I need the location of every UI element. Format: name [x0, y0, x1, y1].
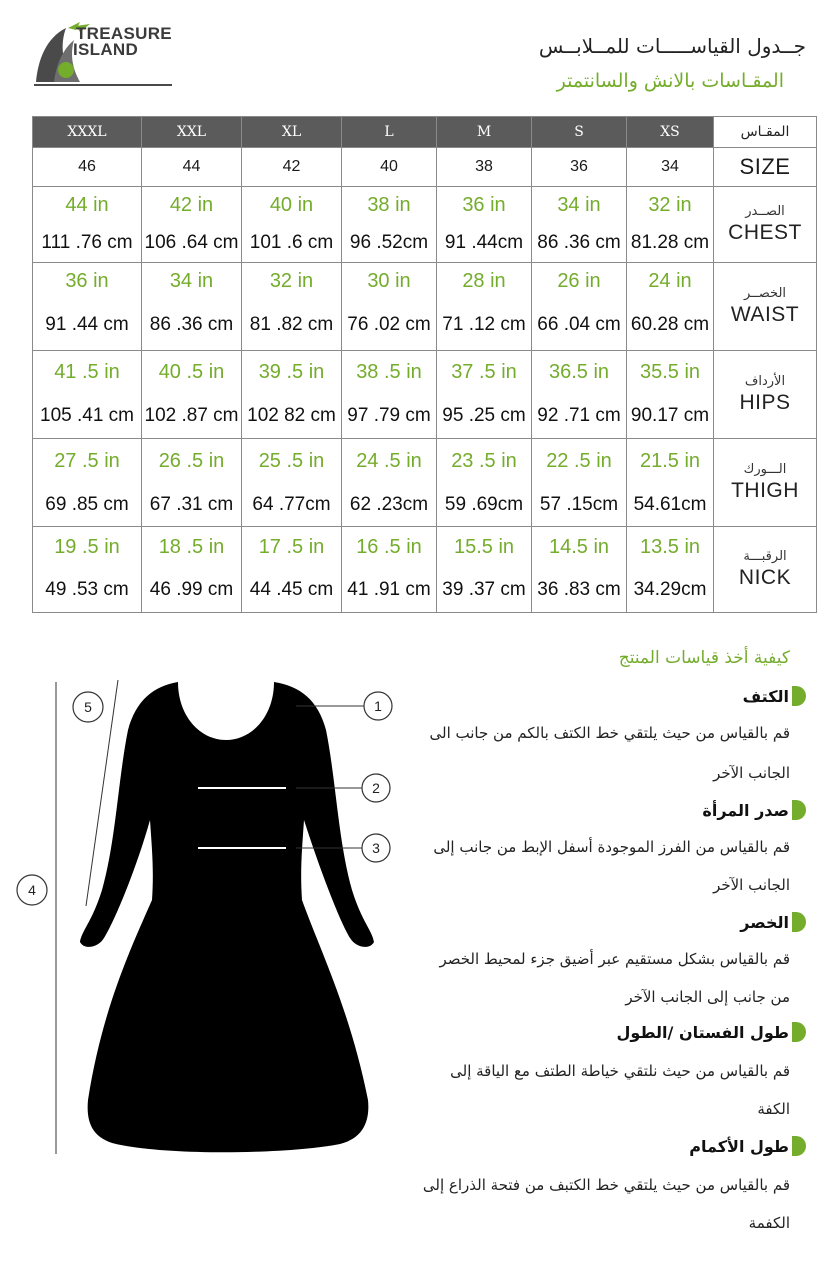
svg-text:1: 1	[374, 698, 382, 714]
marker-3	[362, 834, 390, 862]
inch-value-cell: 32 in	[242, 263, 342, 301]
measure-cm-row	[33, 225, 817, 263]
size-number-cell: 40	[342, 148, 437, 187]
inch-value-cell: 41 .5 in	[33, 351, 142, 395]
measure-label-cell	[714, 527, 817, 613]
measure-label-english: CHEST	[728, 221, 802, 244]
guide-instruction-line: قم بالقياس من الفرز الموجودة أسفل الإبط من جانب إلى	[433, 838, 790, 856]
guide-instruction-line: الكفة	[757, 1100, 790, 1118]
inch-value-cell: 44 in	[33, 187, 142, 225]
page-title: جــدول القياســـــات للمــلابــس	[538, 34, 806, 58]
guide-heading	[617, 1022, 806, 1042]
inch-value-cell: 14.5 in	[532, 527, 627, 569]
inch-value-cell: 19 .5 in	[33, 527, 142, 569]
cm-value-cell: 71 .12 cm	[437, 301, 532, 351]
inch-value-cell: 27 .5 in	[33, 439, 142, 485]
inch-value-cell: 23 .5 in	[437, 439, 532, 485]
svg-text:2: 2	[372, 780, 380, 796]
cm-value-cell: 60.28 cm	[627, 301, 714, 351]
inch-value-cell: 36.5 in	[532, 351, 627, 395]
guide-heading-text: طول الفستان /الطول	[616, 1022, 789, 1042]
inch-value-cell: 34 in	[142, 263, 242, 301]
marker-5	[73, 692, 103, 722]
measure-inch-row	[33, 187, 817, 225]
cm-value-cell: 106 .64 cm	[142, 225, 242, 263]
inch-value-cell: 22 .5 in	[532, 439, 627, 485]
size-header-cell: XS	[627, 117, 714, 148]
measure-label-cell	[714, 187, 817, 263]
green-bullet-icon	[792, 800, 806, 820]
cm-value-cell: 66 .04 cm	[532, 301, 627, 351]
measure-label-arabic: الخصــر	[743, 286, 787, 301]
guide-instruction-line: قم بالقياس بشكل مستقيم عبر أضيق جزء لمحيط الخصر	[439, 950, 790, 968]
cm-value-cell: 76 .02 cm	[342, 301, 437, 351]
cm-value-cell: 69 .85 cm	[33, 485, 142, 527]
inch-value-cell: 40 .5 in	[142, 351, 242, 395]
cm-value-cell: 59 .69cm	[437, 485, 532, 527]
inch-value-cell: 26 .5 in	[142, 439, 242, 485]
guide-instruction-line: الكفمة	[748, 1214, 790, 1232]
inch-value-cell: 17 .5 in	[242, 527, 342, 569]
cm-value-cell: 102 .87 cm	[142, 395, 242, 439]
measure-label-english: THIGH	[731, 479, 799, 502]
green-bullet-icon	[792, 1022, 806, 1042]
measure-cm-row	[33, 485, 817, 527]
guide-heading	[740, 912, 806, 932]
green-bullet-icon	[792, 686, 806, 706]
size-header-cell: XXL	[142, 117, 242, 148]
cm-value-cell: 49 .53 cm	[33, 569, 142, 613]
cm-value-cell: 54.61cm	[627, 485, 714, 527]
measure-inch-row	[33, 439, 817, 485]
green-bullet-icon	[792, 912, 806, 932]
cm-value-cell: 44 .45 cm	[242, 569, 342, 613]
marker-4	[17, 875, 47, 905]
measure-label-arabic: الـــورك	[743, 462, 787, 477]
inch-value-cell: 38 .5 in	[342, 351, 437, 395]
measure-inch-row	[33, 527, 817, 569]
inch-value-cell: 21.5 in	[627, 439, 714, 485]
guide-heading	[702, 800, 806, 820]
guide-heading	[689, 1136, 806, 1156]
guide-heading-text: الكتف	[742, 686, 789, 706]
measure-label-english: HIPS	[739, 391, 791, 414]
measure-label-arabic: الصــدر	[745, 204, 785, 219]
cm-value-cell: 64 .77cm	[242, 485, 342, 527]
brand-line-2: ISLAND	[73, 40, 139, 59]
measure-label-cell	[714, 263, 817, 351]
cm-value-cell: 111 .76 cm	[33, 225, 142, 263]
cm-value-cell: 97 .79 cm	[342, 395, 437, 439]
guide-heading-text: طول الأكمام	[689, 1136, 789, 1156]
cm-value-cell: 46 .99 cm	[142, 569, 242, 613]
inch-value-cell: 30 in	[342, 263, 437, 301]
size-header-label: المقـاس	[714, 117, 817, 148]
measure-label-english: WAIST	[730, 303, 800, 326]
svg-text:4: 4	[28, 882, 36, 898]
guide-title: كيفية أخذ قياسات المنتج	[618, 648, 790, 668]
inch-value-cell: 35.5 in	[627, 351, 714, 395]
measure-cm-row	[33, 569, 817, 613]
size-chart-table	[32, 116, 817, 613]
cm-value-cell: 96 .52cm	[342, 225, 437, 263]
inch-value-cell: 26 in	[532, 263, 627, 301]
measure-cm-row	[33, 301, 817, 351]
marker-1	[364, 692, 392, 720]
cm-value-cell: 101 .6 cm	[242, 225, 342, 263]
guide-instruction-line: قم بالقياس من حيث نلتقي خياطة الطتف مع الياقة إلى	[450, 1062, 790, 1080]
cm-value-cell: 102 82 cm	[242, 395, 342, 439]
inch-value-cell: 42 in	[142, 187, 242, 225]
size-number-cell: 38	[437, 148, 532, 187]
dress-diagram	[0, 660, 420, 1180]
measure-inch-row	[33, 351, 817, 395]
cm-value-cell: 91 .44cm	[437, 225, 532, 263]
measure-label-arabic: الرقبـــة	[743, 549, 787, 564]
inch-value-cell: 13.5 in	[627, 527, 714, 569]
cm-value-cell: 86 .36 cm	[142, 301, 242, 351]
guide-heading	[743, 686, 806, 706]
size-header-cell: L	[342, 117, 437, 148]
guide-instruction-line: الجانب الآخر	[713, 876, 790, 894]
green-bullet-icon	[792, 1136, 806, 1156]
inch-value-cell: 40 in	[242, 187, 342, 225]
cm-value-cell: 36 .83 cm	[532, 569, 627, 613]
cm-value-cell: 86 .36 cm	[532, 225, 627, 263]
measure-inch-row	[33, 263, 817, 301]
size-header-cell: XXXL	[33, 117, 142, 148]
guide-instruction-line: من جانب إلى الجانب الآخر	[625, 988, 790, 1006]
measure-label-cell	[714, 351, 817, 439]
inch-value-cell: 24 .5 in	[342, 439, 437, 485]
cm-value-cell: 39 .37 cm	[437, 569, 532, 613]
guide-instruction-line: الجانب الآخر	[713, 764, 790, 782]
cm-value-cell: 57 .15cm	[532, 485, 627, 527]
cm-value-cell: 95 .25 cm	[437, 395, 532, 439]
measure-label-arabic: الأرداف	[744, 374, 786, 389]
cm-value-cell: 105 .41 cm	[33, 395, 142, 439]
size-header-cell: M	[437, 117, 532, 148]
measure-cm-row	[33, 395, 817, 439]
marker-2	[362, 774, 390, 802]
inch-value-cell: 36 in	[33, 263, 142, 301]
size-number-cell: 36	[532, 148, 627, 187]
inch-value-cell: 38 in	[342, 187, 437, 225]
size-number-cell: 46	[33, 148, 142, 187]
cm-value-cell: 90.17 cm	[627, 395, 714, 439]
cm-value-cell: 92 .71 cm	[532, 395, 627, 439]
size-row-label: SIZE	[714, 148, 817, 187]
size-number-row	[33, 148, 817, 187]
cm-value-cell: 81 .82 cm	[242, 301, 342, 351]
cm-value-cell: 91 .44 cm	[33, 301, 142, 351]
inch-value-cell: 18 .5 in	[142, 527, 242, 569]
inch-value-cell: 25 .5 in	[242, 439, 342, 485]
size-number-cell: 34	[627, 148, 714, 187]
inch-value-cell: 32 in	[627, 187, 714, 225]
page-subtitle: المقـاسات بالانش والسانتمتر	[556, 70, 784, 92]
size-header-cell: S	[532, 117, 627, 148]
inch-value-cell: 15.5 in	[437, 527, 532, 569]
size-number-cell: 44	[142, 148, 242, 187]
cm-value-cell: 34.29cm	[627, 569, 714, 613]
inch-value-cell: 39 .5 in	[242, 351, 342, 395]
measure-label-cell	[714, 439, 817, 527]
inch-value-cell: 24 in	[627, 263, 714, 301]
size-number-cell: 42	[242, 148, 342, 187]
svg-text:3: 3	[372, 840, 380, 856]
inch-value-cell: 36 in	[437, 187, 532, 225]
cm-value-cell: 67 .31 cm	[142, 485, 242, 527]
measure-label-english: NICK	[738, 566, 792, 589]
cm-value-cell: 81.28 cm	[627, 225, 714, 263]
cm-value-cell: 62 .23cm	[342, 485, 437, 527]
svg-text:5: 5	[84, 699, 92, 715]
guide-instruction-line: قم بالقياس من حيث يلتقي خط الكتف بالكم من جانب الى	[429, 724, 790, 742]
inch-value-cell: 34 in	[532, 187, 627, 225]
cm-value-cell: 41 .91 cm	[342, 569, 437, 613]
brand-line-1: TREASURE	[76, 24, 172, 43]
guide-heading-text: صدر المرأة	[702, 800, 789, 820]
size-header-cell: XL	[242, 117, 342, 148]
inch-value-cell: 28 in	[437, 263, 532, 301]
inch-value-cell: 16 .5 in	[342, 527, 437, 569]
header-row	[33, 117, 817, 148]
dress-silhouette	[80, 682, 374, 1152]
inch-value-cell: 37 .5 in	[437, 351, 532, 395]
guide-instruction-line: قم بالقياس من حيث يلتقي خط الكتبف من فتحة الذراع إلى	[422, 1176, 790, 1194]
guide-heading-text: الخصر	[740, 912, 789, 932]
